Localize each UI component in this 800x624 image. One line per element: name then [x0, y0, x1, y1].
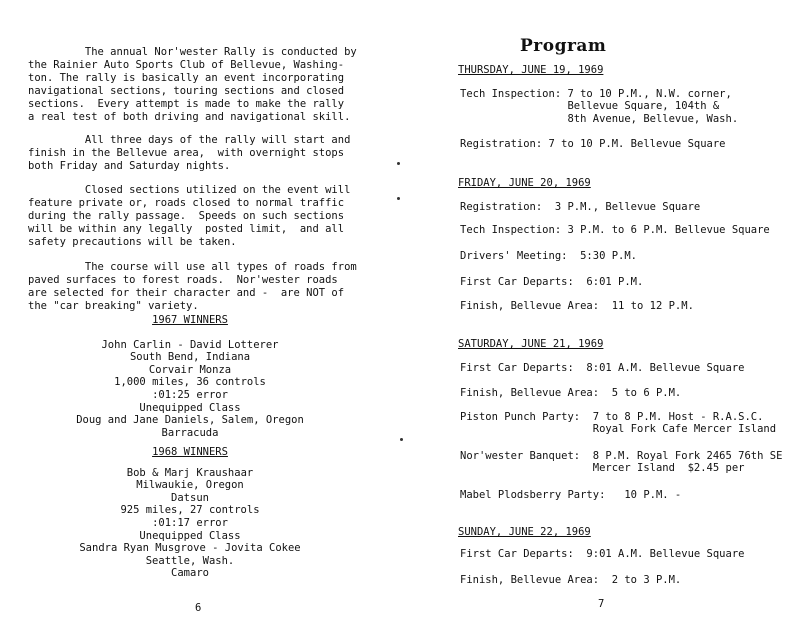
winners-line: Milwaukie, Oregon [136, 479, 244, 492]
winners-line: Unequipped Class [139, 529, 241, 542]
schedule-item: First Car Departs: 6:01 P.M. [460, 276, 644, 288]
winners-line: Corvair Monza [148, 363, 232, 376]
schedule-item: Registration: 3 P.M., Bellevue Square [460, 201, 701, 213]
schedule-item: Finish, Bellevue Area: 5 to 6 P.M. [460, 387, 682, 399]
winners-line: Datsun [171, 491, 209, 504]
winners-line: Unequipped Class [139, 401, 241, 414]
winners-1967-heading: 1967 WINNERS [152, 314, 228, 326]
thursday-heading: THURSDAY, JUNE 19, 1969 [458, 64, 604, 76]
winners-1968 [40, 446, 340, 580]
winners-line: :01:25 error [152, 388, 228, 401]
winners-line: Seattle, Wash. [145, 554, 235, 567]
winners-line: Doug and Jane Daniels, Salem, Oregon [76, 414, 304, 427]
scan-speck [397, 197, 400, 200]
scan-speck [397, 162, 400, 165]
schedule-item: Piston Punch Party: 7 to 8 P.M. Host - R.A.S.C. Royal Fork Cafe Mercer Island [460, 411, 777, 436]
winners-line: Sandra Ryan Musgrove - Jovita Cokee [79, 542, 301, 555]
intro-paragraph: The annual Nor'wester Rally is conducted by the Rainier Auto Sports Club of Bellevue, Washing- ton. The rally is basically an event incorporating navigational sections, touring sections and closed sections. Every attempt is made to make the rally a real test of both driving and navigational skill. [28, 46, 357, 123]
winners-line: John Carlin - David Lotterer [101, 338, 279, 351]
winners-1967 [40, 314, 340, 439]
schedule-item: Drivers' Meeting: 5:30 P.M. [460, 250, 638, 262]
winners-line: 925 miles, 27 controls [120, 504, 260, 517]
program-title: Program [520, 36, 607, 56]
schedule-item: Registration: 7 to 10 P.M. Bellevue Square [460, 138, 726, 150]
schedule-item: Nor'wester Banquet: 8 P.M. Royal Fork 2465 76th SE Mercer Island $2.45 per [460, 450, 783, 475]
winners-line: South Bend, Indiana [129, 351, 251, 364]
scan-speck [400, 438, 403, 441]
friday-heading: FRIDAY, JUNE 20, 1969 [458, 177, 591, 189]
winners-line: Barracuda [161, 426, 219, 439]
saturday-heading: SATURDAY, JUNE 21, 1969 [458, 338, 604, 350]
course-paragraph: The course will use all types of roads from paved surfaces to forest roads. Nor'wester roads are selected for their character and - are NOT of the "car breaking" variety. [28, 261, 357, 312]
right-page [430, 0, 800, 624]
schedule-item: First Car Departs: 9:01 A.M. Bellevue Square [460, 548, 745, 560]
winners-line: :01:17 error [152, 516, 228, 529]
schedule-item: Tech Inspection: 7 to 10 P.M., N.W. corner, Bellevue Square, 104th & 8th Avenue, Bellevue, Wash. [460, 88, 739, 125]
schedule-item: Finish, Bellevue Area: 2 to 3 P.M. [460, 574, 682, 586]
schedule-paragraph: All three days of the rally will start and finish in the Bellevue area, with overnight stops both Friday and Saturday nights. [28, 134, 351, 172]
winners-line: 1,000 miles, 36 controls [114, 376, 266, 389]
page-number-left: 6 [195, 602, 202, 614]
winners-1968-heading: 1968 WINNERS [152, 446, 228, 458]
page-number-right: 7 [598, 598, 605, 610]
sunday-heading: SUNDAY, JUNE 22, 1969 [458, 526, 591, 538]
closed-sections-paragraph: Closed sections utilized on the event will feature private or, roads closed to normal traffic during the rally passage. Speeds on such sections will be within any legally posted limit, and all safety precautions will be taken. [28, 184, 351, 248]
schedule-item: Mabel Plodsberry Party: 10 P.M. - [460, 489, 682, 501]
winners-line: Bob & Marj Kraushaar [126, 466, 254, 479]
winners-line: Camaro [171, 567, 209, 580]
schedule-item: Finish, Bellevue Area: 11 to 12 P.M. [460, 300, 694, 312]
schedule-item: Tech Inspection: 3 P.M. to 6 P.M. Bellevue Square [460, 224, 770, 236]
schedule-item: First Car Departs: 8:01 A.M. Bellevue Square [460, 362, 745, 374]
